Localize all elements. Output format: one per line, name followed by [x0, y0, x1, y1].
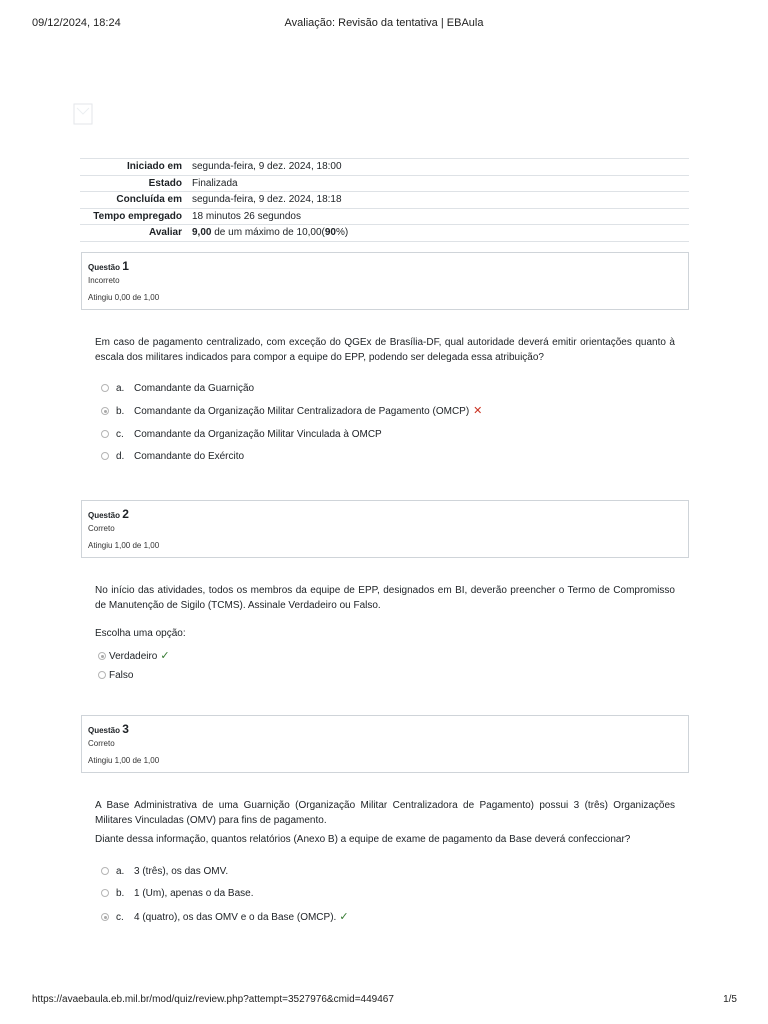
radio-button-checked[interactable]	[101, 407, 109, 415]
grade-max: de um máximo de 10,00(	[211, 227, 325, 239]
summary-label: Avaliar	[80, 225, 188, 242]
option-letter: b.	[116, 888, 125, 899]
answer-option[interactable]	[101, 866, 228, 878]
radio-button[interactable]	[101, 889, 109, 897]
print-datetime: 09/12/2024, 18:24	[32, 17, 121, 29]
radio-button[interactable]	[101, 384, 109, 392]
radio-button[interactable]	[101, 867, 109, 875]
option-text: Comandante do Exército	[134, 451, 245, 462]
radio-button[interactable]	[101, 430, 109, 438]
radio-button-checked[interactable]	[101, 913, 109, 921]
answer-option-selected[interactable]	[101, 911, 349, 924]
question-status: Correto	[88, 739, 115, 748]
option-text: 4 (quatro), os das OMV e o da Base (OMCP).	[134, 912, 337, 923]
summary-row-state	[80, 175, 689, 192]
question-text-continued: Diante dessa informação, quantos relatórios (Anexo B) a equipe de exame de pagamento da Base deverá confeccionar?	[95, 834, 631, 845]
question-text: Em caso de pagamento centralizado, com exceção do QGEx de Brasília-DF, qual autoridade deverá emitir orientações quanto à escala dos militares indicados para compor a equipe do EPP, podendo ser delegada essa atribuição?	[95, 337, 675, 363]
logo-icon	[73, 103, 93, 125]
option-text: Verdadeiro	[109, 651, 158, 662]
summary-value: 18 minutos 26 segundos	[188, 208, 689, 225]
answer-option[interactable]	[101, 451, 244, 463]
summary-value: segunda-feira, 9 dez. 2024, 18:18	[188, 192, 689, 209]
question-number-value: 2	[122, 507, 129, 521]
option-letter: a.	[116, 866, 125, 877]
radio-button-checked[interactable]	[98, 652, 106, 660]
answer-option[interactable]	[101, 383, 254, 395]
option-letter: c.	[116, 429, 124, 440]
page-number: 1/5	[723, 994, 737, 1005]
option-text: Comandante da Organização Militar Centralizadora de Pagamento (OMCP)	[134, 406, 470, 417]
question-number	[88, 722, 129, 736]
summary-row-grade	[80, 225, 689, 242]
grade-score: 9,00	[192, 227, 212, 239]
answer-option-selected[interactable]	[98, 649, 170, 662]
question-status: Correto	[88, 524, 115, 533]
page-title: Avaliação: Revisão da tentativa | EBAula	[284, 17, 484, 29]
question-text: No início das atividades, todos os membros da equipe de EPP, designados em BI, deverão preencher o Termo de Compromisso de Manutenção de Sigilo (TCMS). Assinale Verdadeiro ou Falso.	[95, 585, 675, 611]
question-number-value: 3	[122, 722, 129, 736]
answer-option[interactable]	[101, 888, 254, 900]
summary-row-started	[80, 159, 689, 176]
question-info-3	[81, 715, 689, 773]
incorrect-icon: ✕	[473, 405, 483, 417]
question-label: Questão	[88, 726, 121, 735]
grade-percent: 90	[324, 227, 336, 239]
question-number	[88, 259, 129, 273]
question-number-value: 1	[122, 259, 129, 273]
summary-label: Estado	[80, 175, 188, 192]
option-letter: c.	[116, 912, 124, 923]
option-text: Falso	[109, 670, 134, 681]
choose-prompt: Escolha uma opção:	[95, 628, 186, 639]
question-label: Questão	[88, 511, 121, 520]
question-grade: Atingiu 0,00 de 1,00	[88, 293, 160, 302]
question-grade: Atingiu 1,00 de 1,00	[88, 541, 160, 550]
summary-value: segunda-feira, 9 dez. 2024, 18:00	[188, 159, 689, 176]
answer-option[interactable]	[98, 670, 133, 681]
summary-label: Concluída em	[80, 192, 188, 209]
question-info-1	[81, 252, 689, 310]
option-letter: a.	[116, 383, 125, 394]
summary-value: Finalizada	[188, 175, 689, 192]
question-grade: Atingiu 1,00 de 1,00	[88, 756, 160, 765]
correct-icon: ✓	[160, 650, 170, 662]
attempt-summary-table	[80, 158, 689, 242]
option-text: 1 (Um), apenas o da Base.	[134, 888, 254, 899]
option-letter: b.	[116, 406, 125, 417]
grade-close: %)	[335, 227, 349, 239]
radio-button[interactable]	[101, 452, 109, 460]
correct-icon: ✓	[339, 911, 349, 923]
question-label: Questão	[88, 263, 121, 272]
summary-label: Iniciado em	[80, 159, 188, 176]
option-letter: d.	[116, 451, 125, 462]
option-text: 3 (três), os das OMV.	[134, 866, 229, 877]
answer-option-selected[interactable]	[101, 405, 482, 418]
summary-row-completed	[80, 192, 689, 209]
summary-value	[188, 225, 689, 242]
summary-row-time	[80, 208, 689, 225]
summary-label: Tempo empregado	[80, 208, 188, 225]
option-text: Comandante da Organização Militar Vinculada à OMCP	[134, 429, 382, 440]
question-info-2	[81, 500, 689, 558]
question-text: A Base Administrativa de uma Guarnição (Organização Militar Centralizadora de Pagamento) possui 3 (três) Organizações Militares Vinculadas (OMV) para fins de pagamento.	[95, 800, 675, 826]
question-status: Incorreto	[88, 276, 120, 285]
question-number	[88, 507, 129, 521]
option-text: Comandante da Guarnição	[134, 383, 255, 394]
answer-option[interactable]	[101, 429, 382, 441]
page-url: https://avaebaula.eb.mil.br/mod/quiz/review.php?attempt=3527976&cmid=449467	[32, 994, 394, 1005]
radio-button[interactable]	[98, 671, 106, 679]
